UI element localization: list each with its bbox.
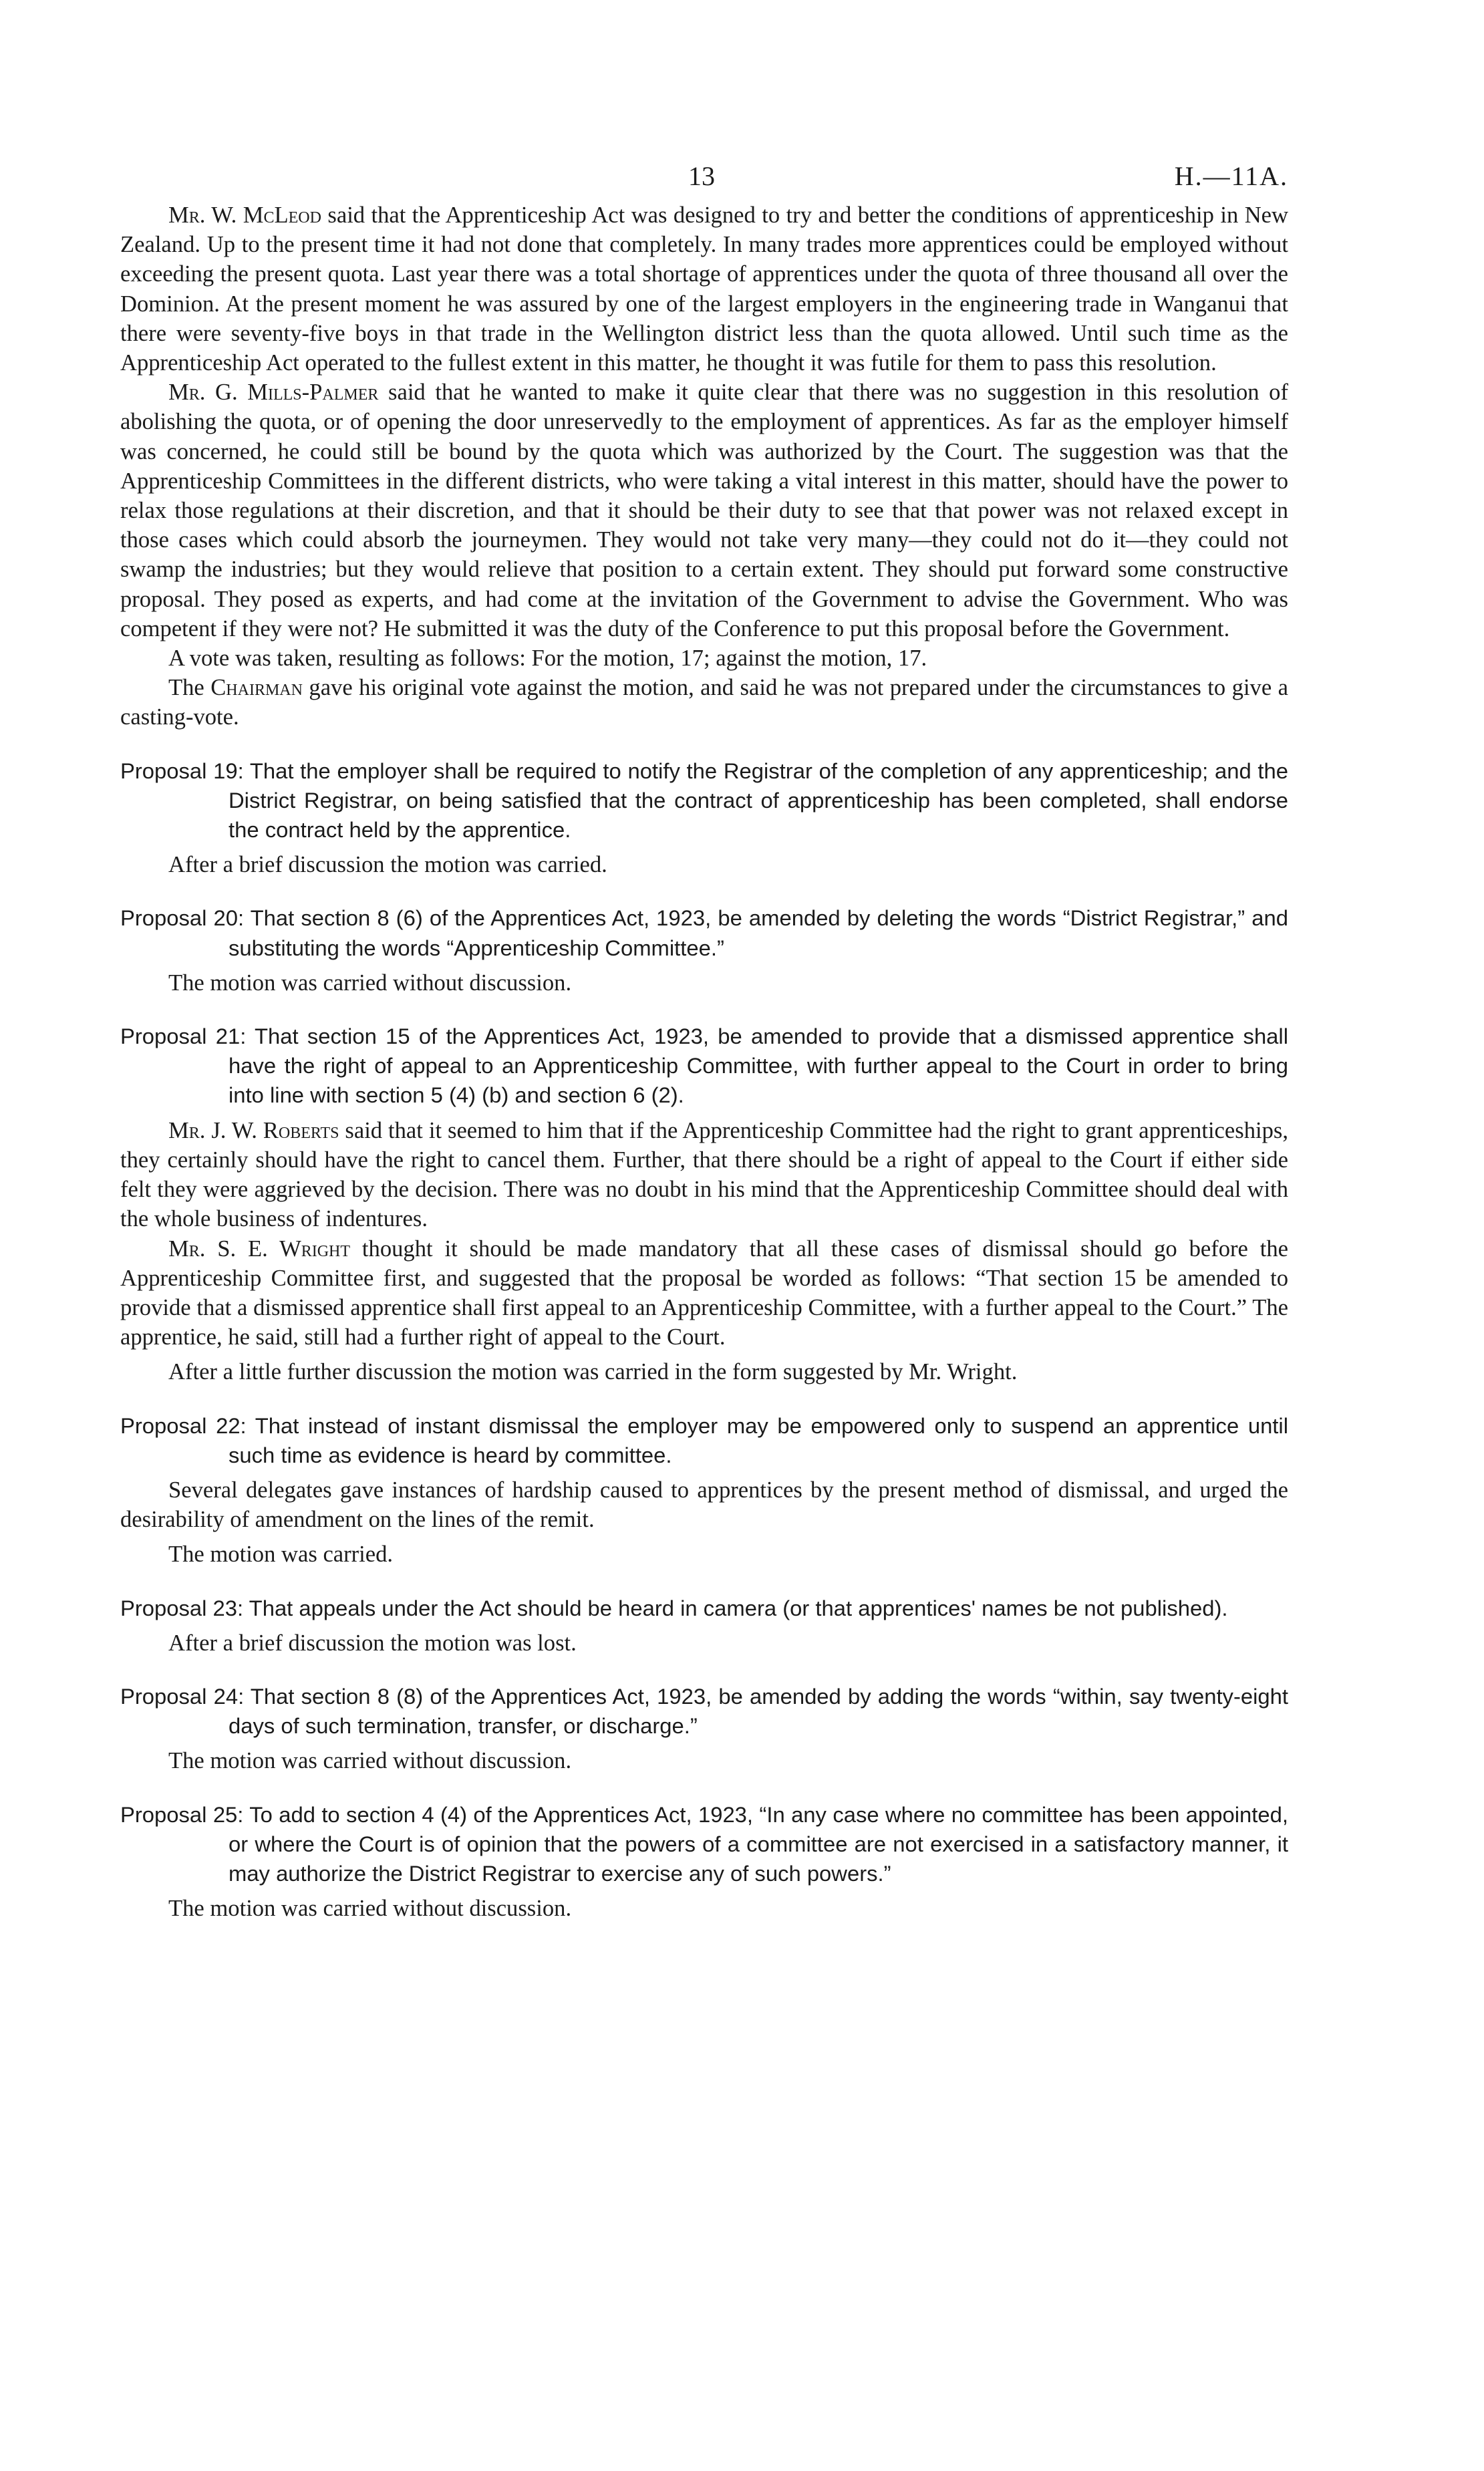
- speaker-name: Mr. S. E. Wright: [168, 1236, 351, 1262]
- paragraph-text: gave his original vote against the motion, and said he was not prepared under the circumstances to give a casting-vote.: [120, 675, 1289, 730]
- paragraph-wright: [120, 1234, 1288, 1352]
- proposal-25: Proposal 25: To add to section 4 (4) of the Apprentices Act, 1923, “In any case where no committee has been appointed, or where the Court is of opinion that the powers of a committee are not exercised in a satisfactory manner, it may authorize the District Registrar to exercise any of such powers.”: [120, 1801, 1288, 1886]
- paragraph-text: thought it should be made mandatory that all these cases of dismissal should go before the Apprenticeship Committee first, and suggested that the proposal be worded as follows: “That section 15 be amended to provide that a dismissed apprentice shall first appeal to an Apprenticeship Committee, with a further appeal to the Court.” The apprentice, he said, still had a further right of appeal to the Court.: [120, 1236, 1289, 1350]
- proposal-22: Proposal 22: That instead of instant dismissal the employer may be empowered only to suspend an apprentice until such time as evidence is heard by committee.: [120, 1413, 1288, 1467]
- proposal-23-result: After a brief discussion the motion was lost.: [168, 1630, 577, 1656]
- speaker-name: Mr. W. McLeod: [168, 202, 321, 228]
- proposal-19: Proposal 19: That the employer shall be required to notify the Registrar of the completion of any apprenticeship; and the District Registrar, on being satisfied that the contract of apprenticeship has been completed, shall endorse the contract held by the apprentice.: [120, 758, 1288, 843]
- proposal-19-result: After a brief discussion the motion was carried.: [168, 852, 607, 878]
- proposal-20-result: The motion was carried without discussion.: [168, 970, 572, 996]
- paragraph-mcleod: [120, 200, 1288, 378]
- proposal-21-result: After a little further discussion the motion was carried in the form suggested by Mr. Wright.: [168, 1359, 1018, 1385]
- speaker-name: Mr. J. W. Roberts: [168, 1117, 339, 1143]
- paragraph-text: said that the Apprenticeship Act was designed to try and better the conditions of apprenticeship in New Zealand. Up to the present time it had not done that completely. In many trades more apprentices could be employed without exceeding the present quota. Last year there was a total shortage of apprentices under the quota of three thousand all over the Dominion. At the present moment he was assured by one of the largest employers in the engineering trade in Wanganui that there were seventy-five boys in that trade in the Wellington district less than the quota allowed. Until such time as the Apprenticeship Act operated to the fullest extent in this matter, he thought it was futile for them to pass this resolution.: [120, 202, 1288, 376]
- paragraph-chairman: The Chairman gave his original vote against the motion, and said he was not prepared under the circumstances to give a casting-vote.: [120, 675, 1289, 730]
- proposal-24: Proposal 24: That section 8 (8) of the Apprentices Act, 1923, be amended by adding the words “within, say twenty-eight days of such termination, transfer, or discharge.”: [120, 1683, 1288, 1739]
- paragraph-vote: A vote was taken, resulting as follows: For the motion, 17; against the motion, 17.: [168, 645, 927, 672]
- speaker-name: Mr. G. Mills-Palmer: [168, 380, 379, 406]
- proposal-21: Proposal 21: That section 15 of the Apprentices Act, 1923, be amended to provide that a dismissed apprentice shall have the right of appeal to an Apprenticeship Committee, with further appeal to the Court in order to bring into line with section 5 (4) (b) and section 6 (2).: [120, 1024, 1288, 1108]
- page-number: 13: [688, 161, 715, 191]
- proposal-22-discussion: Several delegates gave instances of hardship caused to apprentices by the present method of dismissal, and urged the desirability of amendment on the lines of the remit.: [120, 1477, 1288, 1533]
- proposal-20: Proposal 20: That section 8 (6) of the Apprentices Act, 1923, be amended by deleting the words “District Registrar,” and substituting the words “Apprenticeship Committee.”: [120, 905, 1288, 960]
- paragraph-mills-palmer: [120, 378, 1288, 643]
- document-page: [120, 160, 1288, 1923]
- paragraph-text: said that it seemed to him that if the Apprenticeship Committee had the right to grant apprenticeships, they certainly should have the right to cancel them. Further, that there should be a right of appeal to the Court if either side felt they were aggrieved by the decision. There was no doubt in his mind that the Apprenticeship Committee should deal with the whole business of indentures.: [120, 1117, 1288, 1232]
- document-code: H.—11A.: [1174, 161, 1288, 191]
- proposal-24-result: The motion was carried without discussion.: [168, 1748, 572, 1774]
- paragraph-text: said that he wanted to make it quite clear that there was no suggestion in this resolution of abolishing the quota, or of opening the door unreservedly to the employment of apprentices. As far as the employer himself was concerned, he could still be bound by the quota which was authorized by the Court. The suggestion was that the Apprenticeship Committees in the different districts, who were taking a vital interest in this matter, should have the power to relax those regulations at their discretion, and that it should be their duty to see that that power was not relaxed except in those cases which could absorb the journeymen. They would not take very many—they could not do it—they could not swamp the industries; but they would relieve that position to a certain extent. They should put forward some constructive proposal. They posed as experts, and had come at the invitation of the Government to advise the Government. Who was competent if they were not? He submitted it was the duty of the Conference to put this proposal before the Government.: [120, 380, 1288, 641]
- paragraph-roberts: [120, 1116, 1288, 1234]
- proposal-23: Proposal 23: That appeals under the Act should be heard in camera (or that apprentices' names be not published).: [120, 1595, 1228, 1620]
- proposal-22-result: The motion was carried.: [168, 1542, 394, 1568]
- speaker-name: Chairman: [210, 675, 303, 701]
- proposal-25-result: The motion was carried without discussion.: [168, 1896, 572, 1922]
- page-header: [120, 160, 1288, 200]
